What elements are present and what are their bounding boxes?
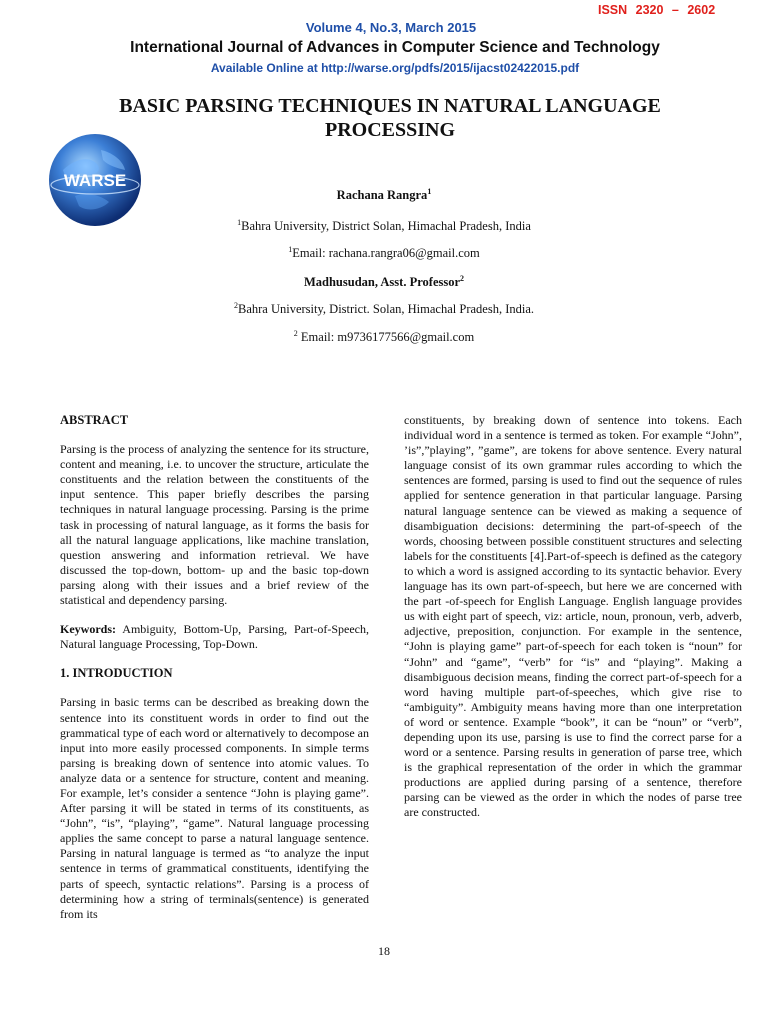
page-number: 18 <box>378 944 390 958</box>
left-column <box>60 413 369 936</box>
abstract-heading: ABSTRACT <box>60 413 129 427</box>
author-1: Rachana Rangra$^1$ <box>336 187 432 203</box>
introduction-text: Parsing in basic terms can be described as breaking down the sentence into its constituent words in order to find out the grammatical type of each word or alternatively to decompose an input into more easily processed components. In simple terms parsing is breaking down of sentence into atomic values. To analyze data or a sentence for structure, content and meaning. For example, let’s consider a sentence “John is playing game”. After parsing it will be stated in terms of its constituents, as “John”, “is”, “playing”, “game”. Natural language processing applies the same concept to parse a natural language sentence. Parsing in natural language is termed as “to analyze the input sentence in terms of grammatical constituents, identifying the parts of speech, syntactic relations”. Parsing is a process of determining how a string of terminals(sentence) is generated from its <box>60 695 369 921</box>
available-online-link[interactable]: Available Online at http://warse.org/pdfs/2015/ijacst02422015.pdf <box>210 61 580 75</box>
email-2: $^2$ Email: m9736177566@gmail.com <box>293 329 475 345</box>
email-1: $^1$Email: rachana.rangra06@gmail.com <box>288 245 480 261</box>
abstract-text: Parsing is the process of analyzing the sentence for its structure, content and meaning, i.e. to uncover the structure, articulate the constituents and the relation between the constituents of the input sentence. This paper briefly describes the parsing techniques in natural language processing. Parsing is the prime task in processing of natural language, as it forms the basis for all the natural language applications, like machine translation, question answering and information retrieval. We have discussed the top-down, bottom- up and the basic top-down parsing along with their issues and a brief review of the statistical and dependency parsing. <box>60 442 369 608</box>
warse-logo <box>45 130 145 230</box>
right-column-text: constituents, by breaking down of sentence into tokens. Each individual word in a sentence is termed as token. For example “John”, ’is”,”playing”, ”game”, are tokens for above sentence. Every natural language consist of its own grammar rules according to which the sentences are formed, parsing is used to find out the sequence of rules applied for sentence generation in that particular language. Parsing natural language sentence can be viewed as making a sequence of disambiguation decisions: determining the part-of-speech of the words, choosing between possible constituent structures and selecting labels for the constituents [4].Part-of-speech is defined as the category to which a word is assigned according to its syntactic behavior. Every language has its own part-of-speech, but here we are concerned with the part -of-speech for English Language. English language provides us with eight part of speech, viz: article, noun, pronoun, verb, adverb, adjective, preposition, conjunction. For example in the sentence, “John is playing game” part-of-speech for each token is “noun” for “John” and “game”, “verb” for “is” and “playing”. Making a disambiguous decision means, finding the correct part-of-speech for a word having multiple part-of-speeches, which give rise to “ambiguity”. Ambiguity means having more than one interpretation of word or sentence. Example “book”, it can be “noun” or “verb”, depending upon its use, parsing is use to find the correct parse for a word or a sentence. Parsing results in generation of parse tree, which is the graphical representation of the order in which the grammar productions are applied during parsing of a sentence, therefore parsing can be viewed as the order in which the nodes of parse tree are constructed. <box>404 413 742 820</box>
introduction-heading: 1. INTRODUCTION <box>60 666 173 681</box>
affiliation-1: $^1$Bahra University, District Solan, Himachal Pradesh, India <box>237 218 531 234</box>
volume-line: Volume 4, No.3, March 2015 <box>305 20 477 35</box>
paper-title: BASIC PARSING TECHNIQUES IN NATURAL LANGUAGE PROCESSING <box>119 95 661 141</box>
journal-name: International Journal of Advances in Computer Science and Technology <box>130 39 660 56</box>
keywords: Keywords: Ambiguity, Bottom-Up, Parsing, Part-of-Speech, Natural language Processing, Top-Down. <box>60 622 369 652</box>
affiliation-2: $^2$Bahra University, District. Solan, Himachal Pradesh, India. <box>234 301 534 317</box>
logo-text: WARSE <box>63 171 127 190</box>
right-column <box>404 413 742 835</box>
issn-label: ISSN 2320 – 2602 <box>598 3 716 17</box>
author-2: Madhusudan, Asst. Professor$^2$ <box>303 274 465 290</box>
